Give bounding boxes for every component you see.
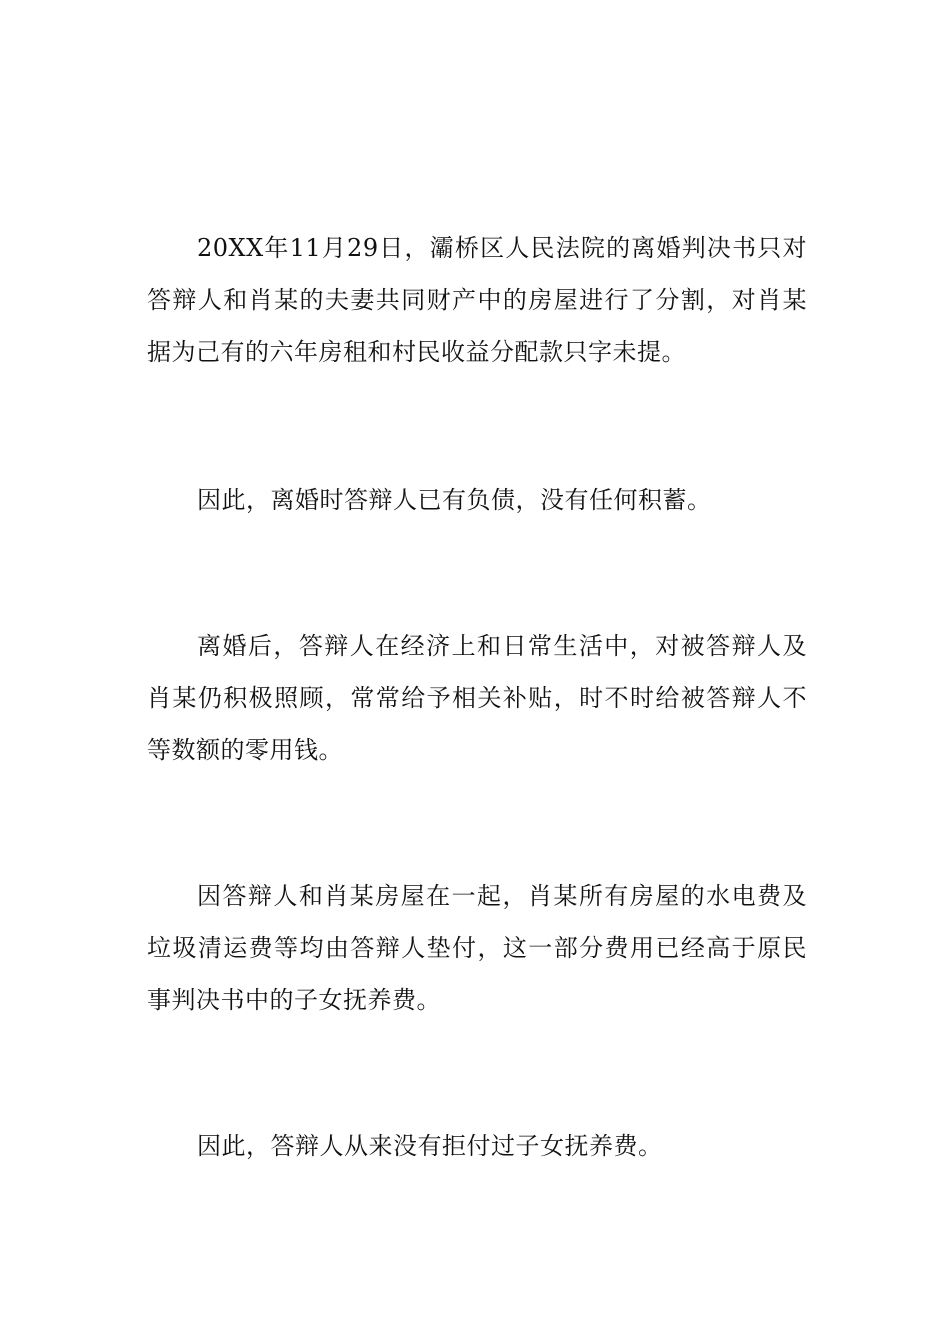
paragraph-conclusion: 因此，答辩人从来没有拒付过子女抚养费。 — [197, 1132, 663, 1160]
paragraph-after-divorce: 离婚后，答辩人在经济上和日常生活中，对被答辩人及肖某仍积极照顾，常常给予相关补贴，时不时给被答辩人不等数额的零用钱。 — [147, 632, 807, 764]
paragraph-debt: 因此，离婚时答辩人已有负债，没有任何积蓄。 — [197, 486, 712, 514]
paragraph-utility-fees: 因答辩人和肖某房屋在一起，肖某所有房屋的水电费及垃圾清运费等均由答辩人垫付，这一部分费用已经高于原民事判决书中的子女抚养费。 — [147, 882, 807, 1014]
paragraph-divorce-judgment: 20XX年11月29日，灞桥区人民法院的离婚判决书只对答辩人和肖某的夫妻共同财产中的房屋进行了分割，对肖某据为己有的六年房租和村民收益分配款只字未提。 — [147, 234, 807, 366]
